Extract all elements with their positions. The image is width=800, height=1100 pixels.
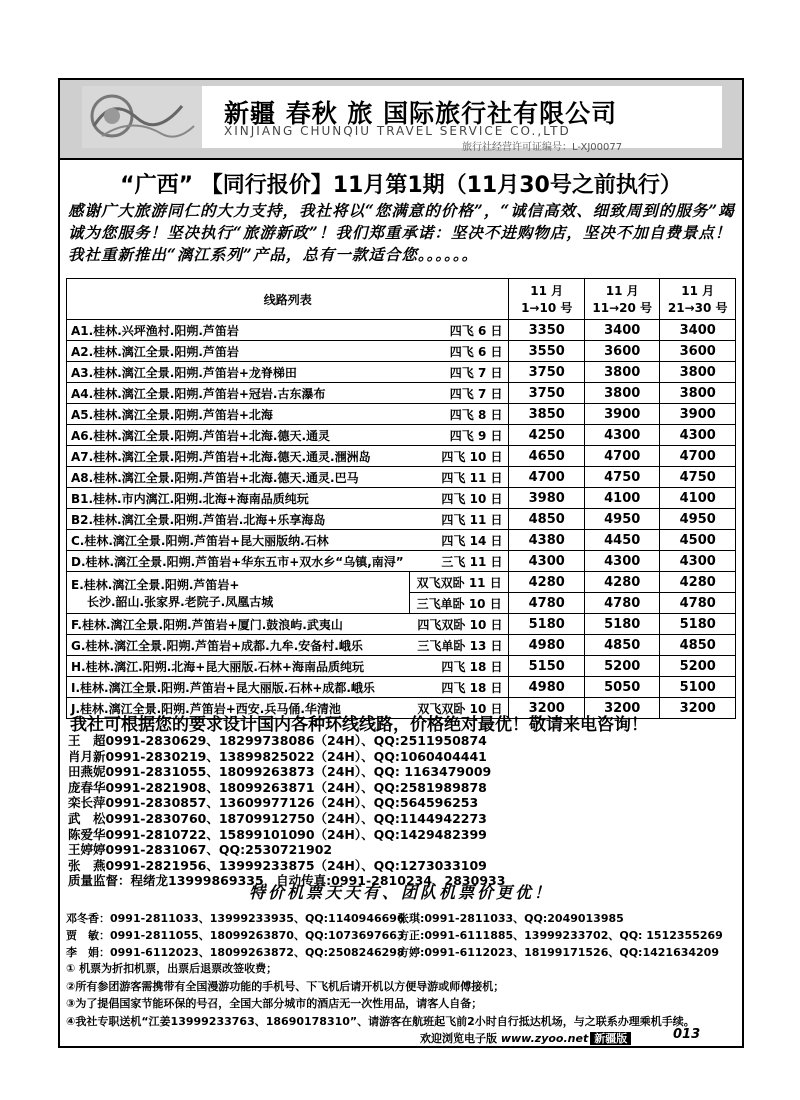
route-duration: 四飞双卧 10 日 (417, 618, 503, 632)
route-duration: 四飞 7 日 (449, 366, 503, 380)
route-duration: 四飞 6 日 (449, 345, 503, 359)
price-cell: 5180 (584, 614, 659, 635)
route-cell (67, 509, 509, 530)
price-cell: 4300 (584, 551, 659, 572)
route-name: F.桂林.漓江全景.阳朔.芦笛岩+厦门.鼓浪屿.武夷山 (71, 617, 343, 632)
ticket-row (66, 910, 624, 927)
price-cell: 5050 (584, 677, 659, 698)
price-cell: 4380 (509, 530, 584, 551)
route-duration: 三飞单卧 13 日 (417, 639, 503, 653)
price-cell: 4850 (584, 635, 659, 656)
contact-line: 张 燕0991-2821956、13999233875（24H）、QQ:1273033109 (68, 857, 487, 873)
price-cell: 3980 (509, 488, 584, 509)
contact-line: 王 超0991-2830629、18299738086（24H）、QQ:2511950874 (68, 733, 487, 748)
company-name-cn: 新疆 春秋 旅 国际旅行社有限公司 (224, 99, 618, 128)
price-cell: 4100 (584, 488, 659, 509)
table-row (67, 572, 736, 593)
period-month: 11 月 (530, 284, 564, 298)
price-cell: 4950 (584, 509, 659, 530)
route-cell (67, 425, 509, 446)
price-cell: 4700 (509, 467, 584, 488)
ticket-slogan: 特价机票天天有、团队机票价更优！ (248, 883, 553, 902)
price-cell: 5180 (660, 614, 736, 635)
price-cell: 3200 (660, 698, 736, 719)
route-cell (67, 404, 509, 425)
price-cell: 3600 (660, 341, 736, 362)
route-duration: 双飞双卧 11 日 (409, 572, 509, 593)
price-cell: 4850 (660, 635, 736, 656)
price-cell: 4980 (509, 677, 584, 698)
price-cell: 3900 (660, 404, 736, 425)
table-row (67, 446, 736, 467)
company-logo (82, 86, 202, 148)
price-cell: 4780 (509, 593, 584, 614)
table-row (67, 551, 736, 572)
route-duration: 四飞 10 日 (441, 492, 503, 506)
route-name: A7.桂林.漓江全景.阳朔.芦笛岩+北海.德天.通灵.涠洲岛 (71, 449, 371, 464)
price-cell: 5180 (509, 614, 584, 635)
route-name: G.桂林.漓江全景.阳朔.芦笛岩+成都.九牟.安备村.峨乐 (71, 638, 363, 653)
contact-line: 庞春华0991-2821908、18099263871（24H）、QQ:2581989878 (68, 779, 487, 795)
footer (420, 1030, 631, 1046)
route-duration: 四飞 10 日 (441, 450, 503, 464)
footer-site: www.zyoo.net (500, 1032, 589, 1045)
route-name: E.桂林.漓江全景.阳朔.芦笛岩+ (71, 577, 240, 592)
price-cell: 3400 (584, 320, 659, 341)
route-cell (67, 635, 509, 656)
route-name: A5.桂林.漓江全景.阳朔.芦笛岩+北海 (71, 407, 273, 422)
header-period-3 (660, 279, 736, 320)
route-name: C.桂林.漓江全景.阳朔.芦笛岩+昆大丽版纳.石林 (71, 533, 329, 548)
header-inner (82, 86, 722, 153)
route-duration: 四飞 18 日 (441, 660, 503, 674)
route-name-cont: 长沙.韶山.张家界.老院子.凤凰古城 (87, 594, 274, 609)
price-cell: 4850 (509, 509, 584, 530)
route-cell (67, 383, 509, 404)
route-duration: 四飞 9 日 (449, 429, 503, 443)
route-cell (67, 614, 509, 635)
table-row (67, 635, 736, 656)
price-table (66, 278, 736, 719)
route-name: A4.桂林.漓江全景.阳朔.芦笛岩+冠岩.古东瀑布 (71, 386, 326, 401)
route-duration: 双飞双卧 10 日 (417, 702, 503, 716)
route-cell (67, 467, 509, 488)
contact-line: 武 松0991-2830760、18709912750（24H）、QQ:1144942273 (68, 810, 487, 826)
price-cell: 3800 (584, 383, 659, 404)
contact-list (68, 733, 505, 889)
route-name: D.桂林.漓江全景.阳朔.芦笛岩+华东五市+双水乡“乌镇,南浔” (71, 554, 404, 569)
price-cell: 3350 (509, 320, 584, 341)
price-cell: 3800 (660, 383, 736, 404)
route-cell (67, 446, 509, 467)
page-number: 013 (673, 1027, 701, 1042)
price-cell: 4300 (660, 425, 736, 446)
route-name: A3.桂林.漓江全景.阳朔.芦笛岩+龙脊梯田 (71, 365, 297, 380)
contact-line: 栾长萍0991-2830857、13609977126（24H）、QQ:564596253 (68, 795, 479, 811)
price-cell: 5100 (660, 677, 736, 698)
footer-welcome: 欢迎浏览电子版 (420, 1032, 497, 1045)
route-duration: 四飞 11 日 (441, 513, 503, 527)
price-cell: 4280 (660, 572, 736, 593)
contact-line: 王婷婷0991-2831067、QQ:2530721902 (68, 842, 333, 858)
table-row (67, 656, 736, 677)
route-cell (67, 656, 509, 677)
route-duration: 四飞 14 日 (441, 534, 503, 548)
ticket-contact-left: 邓冬香：0991-2811033、13999233935、QQ:1140946696 (66, 912, 405, 925)
note-line: ③为了提倡国家节能环保的号召，全国大部分城市的酒店无一次性用品，请客人自备； (66, 997, 483, 1010)
price-cell: 3200 (584, 698, 659, 719)
table-row (67, 362, 736, 383)
price-cell: 4700 (584, 446, 659, 467)
route-duration: 三飞单卧 10 日 (409, 593, 509, 614)
price-cell: 4780 (660, 593, 736, 614)
price-cell: 4300 (509, 551, 584, 572)
table-row (67, 467, 736, 488)
price-cell: 4100 (660, 488, 736, 509)
route-name: A2.桂林.漓江全景.阳朔.芦笛岩 (71, 344, 239, 359)
table-row (67, 425, 736, 446)
price-cell: 4300 (660, 551, 736, 572)
price-cell: 4700 (660, 446, 736, 467)
price-cell: 3400 (660, 320, 736, 341)
page-title: “广西” 【同行报价】11月第1期（11月30号之前执行） (120, 173, 682, 198)
route-name: J.桂林.漓江全景.阳朔.芦笛岩+西安.兵马俑.华清池 (71, 701, 341, 716)
route-name: A8.桂林.漓江全景.阳朔.芦笛岩+北海.德天.通灵.巴马 (71, 470, 359, 485)
route-cell (67, 320, 509, 341)
price-cell: 4780 (584, 593, 659, 614)
contact-line: 肖月新0991-2830219、13899825022（24H）、QQ:1060404441 (68, 748, 487, 764)
note-line: ① 机票为折扣机票，出票后退票改签收费； (66, 962, 278, 975)
consult-heading: 我社可根据您的要求设计国内各种环线线路，价格绝对最优！敬请来电咨询！ (70, 715, 648, 735)
route-name: H.桂林.漓江.阳朔.北海+昆大丽版.石林+海南品质纯玩 (71, 659, 364, 674)
table-header-row (67, 279, 736, 320)
price-cell: 4280 (584, 572, 659, 593)
ticket-contacts (66, 910, 723, 961)
intro-text: 感谢广大旅游同仁的大力支持，我社将以“您满意的价格”，“诚信高效、细致周到的服务”竭诚为您服务！坚决执行“旅游新政”！我们郑重承诺：坚决不进购物店，坚决不加自费景点！我社重新推出“漓江系列”产品，总有一款适合您。。。。。。 (68, 201, 735, 264)
price-cell: 5150 (509, 656, 584, 677)
price-cell: 4980 (509, 635, 584, 656)
route-duration: 三飞 11 日 (441, 555, 503, 569)
contact-line: 陈爱华0991-2810722、15899101090（24H）、QQ:1429482399 (68, 826, 487, 842)
note-line: ④我社专职送机“江姜13999233763、18690178310”、请游客在航班起飞前2小时自行抵达机场，与之联系办理乘机手续。 (66, 1014, 695, 1028)
price-cell: 3800 (660, 362, 736, 383)
route-cell (67, 677, 509, 698)
route-cell (67, 488, 509, 509)
table-row (67, 404, 736, 425)
period-range: 11→20 号 (592, 301, 653, 315)
price-cell: 3900 (584, 404, 659, 425)
notes-list (66, 960, 695, 1030)
table-row (67, 677, 736, 698)
contact-line: 田燕妮0991-2831055、18099263873（24H）、QQ: 1163479009 (68, 764, 492, 780)
license-number: 旅行社经营许可证编号：L-XJ00077 (462, 142, 623, 153)
ticket-contact-right: 方婷:0991-6112023、18199171526、QQ:1421634209 (398, 946, 719, 959)
footer-badge: 新疆版 (590, 1032, 631, 1045)
ticket-row (66, 927, 723, 944)
price-cell: 3200 (509, 698, 584, 719)
company-name-en: XINJIANG CHUNQIU TRAVEL SERVICE CO.,LTD (224, 124, 571, 138)
price-cell: 5200 (660, 656, 736, 677)
route-duration: 四飞 7 日 (449, 387, 503, 401)
price-cell: 3600 (584, 341, 659, 362)
price-cell: 3850 (509, 404, 584, 425)
price-cell: 4300 (584, 425, 659, 446)
route-cell (67, 551, 509, 572)
ticket-row (66, 944, 719, 961)
price-cell: 4650 (509, 446, 584, 467)
note-line: ②所有参团游客需携带有全国漫游功能的手机号、下飞机后请开机以方便导游或师傅接机； (66, 979, 505, 993)
route-duration: 四飞 8 日 (449, 408, 503, 422)
price-cell: 5200 (584, 656, 659, 677)
ticket-contact-right: 方正:0991-6111885、13999233702、QQ: 1512355269 (398, 929, 723, 942)
ticket-contact-left: 李 娟：0991-6112023、18099263872、QQ:2508246298 (66, 946, 405, 959)
header-banner (60, 80, 742, 160)
route-name: A6.桂林.漓江全景.阳朔.芦笛岩+北海.德天.通灵 (71, 428, 331, 443)
period-month: 11 月 (605, 284, 639, 298)
price-cell: 4280 (509, 572, 584, 593)
ticket-contact-right: 张琪:0991-2811033、QQ:2049013985 (398, 912, 624, 925)
ticket-contact-left: 贾 敏：0991-2811055、18099263870、QQ:1073697663 (66, 929, 405, 942)
table-row (67, 383, 736, 404)
header-period-1 (509, 279, 584, 320)
route-duration: 四飞 11 日 (441, 471, 503, 485)
price-cell: 4750 (584, 467, 659, 488)
route-name: I.桂林.漓江全景.阳朔.芦笛岩+昆大丽版.石林+成都.峨乐 (71, 680, 375, 695)
period-range: 1→10 号 (521, 301, 573, 315)
price-cell: 3750 (509, 383, 584, 404)
route-cell (67, 530, 509, 551)
table-row (67, 530, 736, 551)
price-cell: 4450 (584, 530, 659, 551)
price-cell: 4750 (660, 467, 736, 488)
route-duration: 四飞 18 日 (441, 681, 503, 695)
route-name: A1.桂林.兴坪渔村.阳朔.芦笛岩 (71, 323, 239, 338)
route-duration: 四飞 6 日 (449, 324, 503, 338)
price-cell: 3750 (509, 362, 584, 383)
period-range: 21→30 号 (667, 301, 728, 315)
period-month: 11 月 (681, 284, 715, 298)
header-route: 线路列表 (67, 279, 509, 320)
table-row (67, 320, 736, 341)
route-cell (67, 341, 509, 362)
price-cell: 4250 (509, 425, 584, 446)
route-cell (67, 362, 509, 383)
route-cell-e (67, 572, 410, 614)
table-row (67, 341, 736, 362)
header-period-2 (584, 279, 659, 320)
price-cell: 4950 (660, 509, 736, 530)
price-cell: 3550 (509, 341, 584, 362)
contact-line: 质量监督：程绪龙13999869335，自动传真:0991-2810234、2830933 (68, 873, 506, 889)
table-row (67, 509, 736, 530)
table-row (67, 614, 736, 635)
table-row (67, 488, 736, 509)
price-cell: 3800 (584, 362, 659, 383)
route-name: B2.桂林.漓江全景.阳朔.芦笛岩.北海+乐享海岛 (71, 512, 326, 527)
price-cell: 4500 (660, 530, 736, 551)
route-name: B1.桂林.市内漓江.阳朔.北海+海南品质纯玩 (71, 491, 309, 506)
